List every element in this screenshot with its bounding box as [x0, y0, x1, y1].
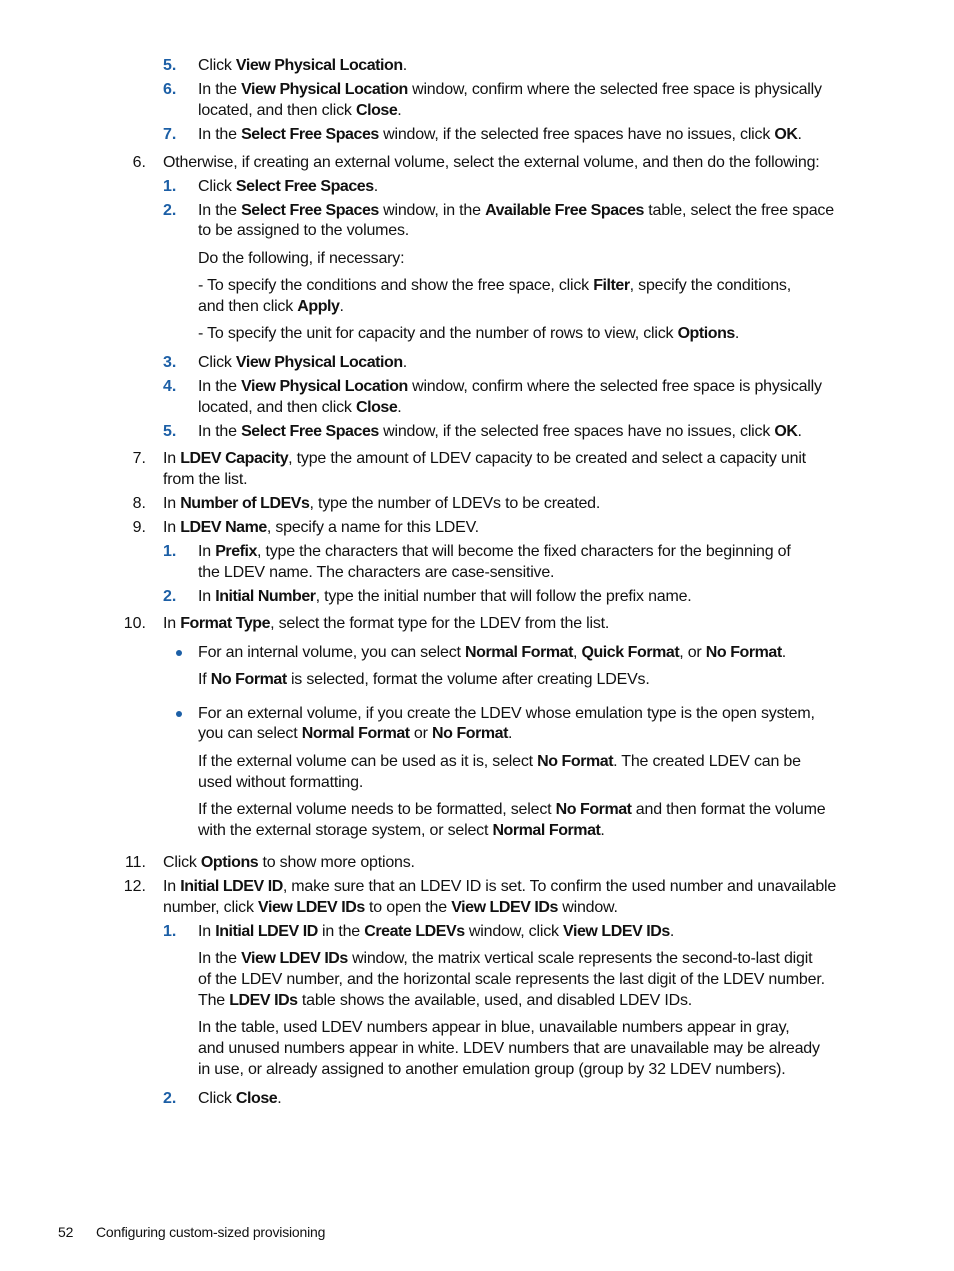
text-run: For an external volume, if you create the LDEV whose emulation type is the open system, [198, 705, 815, 722]
text-run: In the [198, 126, 242, 143]
text-run: of the LDEV number, and the horizontal scale represents the last digit of the LDEV number. [198, 971, 825, 988]
ui-term: View Physical Location [241, 378, 408, 395]
text-run: In the [198, 423, 242, 440]
text-run: window, in the [378, 202, 486, 219]
paragraph-line [198, 772, 363, 793]
text-run: In [198, 543, 216, 560]
ui-term: Number of LDEVs [180, 495, 310, 512]
substep-number: 2. [163, 202, 177, 219]
paragraph-line [198, 562, 554, 583]
text-run: , [572, 644, 582, 661]
text-run: and then click [198, 298, 298, 315]
step-text [198, 176, 378, 197]
text-run: . The created LDEV can be [613, 753, 801, 770]
text-run: In [198, 923, 216, 940]
text-run: window. [557, 899, 618, 916]
text-run: . [600, 822, 605, 839]
step-text [198, 124, 802, 145]
substep-number: 5. [163, 57, 177, 74]
text-run: the LDEV name. The characters are case-sensitive. [198, 564, 555, 581]
paragraph-line [198, 820, 605, 841]
text-run: - To specify the conditions and show the free space, click [198, 277, 594, 294]
bullet-icon [176, 650, 182, 656]
step-text [198, 352, 407, 373]
substep-number: 4. [163, 378, 177, 395]
text-run: For an internal volume, you can select [198, 644, 466, 661]
substep-number: 7. [163, 126, 177, 143]
substep-number: 3. [163, 354, 177, 371]
text-run: If the external volume can be used as it is, select [198, 753, 538, 770]
text-run: Click [198, 57, 236, 74]
text-run: . [339, 298, 344, 315]
text-run: window, confirm where the selected free space is physically [407, 378, 822, 395]
ui-term: Select Free Spaces [241, 202, 379, 219]
paragraph-line [198, 1038, 820, 1059]
text-run: In [163, 519, 181, 536]
step-text [163, 448, 806, 469]
step-text [198, 376, 822, 397]
step-text [198, 586, 692, 607]
ui-term: Quick Format [581, 644, 680, 661]
paragraph-line [163, 897, 618, 918]
ui-term: Create LDEVs [364, 923, 465, 940]
ui-term: No Format [555, 801, 632, 818]
text-run: - To specify the unit for capacity and the number of rows to view, click [198, 325, 678, 342]
step-text [198, 1088, 282, 1109]
ui-term: Initial LDEV ID [215, 923, 318, 940]
text-run: window, click [464, 923, 564, 940]
ui-term: No Format [210, 671, 287, 688]
text-run: If [198, 671, 211, 688]
paragraph-line [198, 669, 650, 690]
text-run: used without formatting. [198, 774, 364, 791]
ui-term: View Physical Location [241, 81, 408, 98]
step-text [163, 876, 836, 897]
text-run: Click [163, 854, 201, 871]
step-text [163, 517, 479, 538]
paragraph-line [198, 751, 801, 772]
text-run: located, and then click [198, 399, 356, 416]
text-run: is selected, format the volume after creating LDEVs. [286, 671, 650, 688]
text-run: window, if the selected free spaces have no issues, click [378, 423, 775, 440]
substep-number: 2. [163, 588, 177, 605]
ui-term: LDEV Name [180, 519, 267, 536]
step-number: 9. [132, 519, 146, 536]
step-number: 8. [132, 495, 146, 512]
ui-term: No Format [537, 753, 614, 770]
text-run: In the [198, 202, 242, 219]
paragraph-line [198, 948, 812, 969]
text-run: . [402, 354, 407, 371]
ui-term: LDEV Capacity [180, 450, 289, 467]
paragraph-line [198, 1059, 786, 1080]
step-text [163, 613, 609, 634]
text-run: in the [317, 923, 365, 940]
text-run: number, click [163, 899, 259, 916]
text-run: In [163, 878, 181, 895]
ui-term: View Physical Location [235, 57, 403, 74]
ui-term: Initial LDEV ID [180, 878, 283, 895]
text-run: , type the number of LDEVs to be created. [309, 495, 601, 512]
paragraph-line [198, 100, 402, 121]
step-number: 6. [132, 154, 146, 171]
ui-term: Options [677, 325, 735, 342]
step-text [198, 921, 674, 942]
ui-term: Options [200, 854, 259, 871]
ui-term: Format Type [180, 615, 271, 632]
ui-term: LDEV IDs [229, 992, 298, 1009]
ui-term: No Format [432, 725, 508, 742]
text-run: , type the amount of LDEV capacity to be created and select a capacity unit [288, 450, 806, 467]
text-run: Click [198, 354, 236, 371]
ui-term: Available Free Spaces [485, 202, 645, 219]
step-text [198, 421, 802, 442]
ui-term: OK [774, 126, 798, 143]
paragraph-line [198, 799, 825, 820]
ui-term: Select Free Spaces [235, 178, 374, 195]
text-run: , make sure that an LDEV ID is set. To confirm the used number and unavailable [282, 878, 837, 895]
text-run: to be assigned to the volumes. [198, 222, 410, 239]
paragraph-line [198, 323, 739, 344]
ui-term: Apply [297, 298, 340, 315]
step-number: 11. [124, 854, 146, 871]
text-run: In [163, 450, 181, 467]
step-text [163, 852, 415, 873]
text-run: . [734, 325, 740, 342]
paragraph-line [198, 990, 692, 1011]
substep-number: 1. [163, 543, 177, 560]
step-number: 12. [123, 878, 146, 895]
step-number: 7. [132, 450, 146, 467]
text-run: to show more options. [258, 854, 415, 871]
text-run: In the [198, 950, 242, 967]
ui-term: OK [774, 423, 798, 440]
ui-term: Close [355, 102, 398, 119]
step-text [163, 493, 600, 514]
substep-number: 6. [163, 81, 177, 98]
text-run: or [409, 725, 433, 742]
text-run: . [397, 102, 402, 119]
text-run: Otherwise, if creating an external volume, select the external volume, and then do the following: [163, 154, 820, 171]
text-run: , type the initial number that will follow the prefix name. [315, 588, 692, 605]
text-run: In the [198, 81, 242, 98]
text-run: Do the following, if necessary: [198, 250, 405, 267]
ui-term: Select Free Spaces [241, 126, 379, 143]
text-run: located, and then click [198, 102, 356, 119]
substep-number: 2. [163, 1090, 177, 1107]
text-run: In [163, 615, 181, 632]
text-run: , or [679, 644, 706, 661]
step-text [198, 79, 822, 100]
text-run: . [797, 126, 802, 143]
text-run: . [797, 423, 802, 440]
substep-number: 1. [163, 178, 177, 195]
paragraph-line [198, 969, 825, 990]
text-run: and unused numbers appear in white. LDEV numbers that are unavailable may be already [198, 1040, 820, 1057]
ui-term: Initial Number [215, 588, 316, 605]
step-text [198, 642, 786, 663]
step-text [198, 541, 791, 562]
text-run: . [669, 923, 675, 940]
paragraph-line [198, 275, 791, 296]
substep-number: 1. [163, 923, 177, 940]
text-run: In [163, 495, 181, 512]
ui-term: Normal Format [301, 725, 410, 742]
step-text [198, 703, 815, 724]
text-run: in use, or already assigned to another emulation group (group by 32 LDEV numbers). [198, 1061, 786, 1078]
text-run: , select the format type for the LDEV from the list. [270, 615, 610, 632]
text-run: . [507, 725, 513, 742]
substep-number: 5. [163, 423, 177, 440]
ui-term: No Format [705, 644, 782, 661]
text-run: to open the [364, 899, 452, 916]
ui-term: Normal Format [492, 822, 601, 839]
paragraph-line [198, 248, 404, 269]
text-run: window, confirm where the selected free space is physically [407, 81, 822, 98]
footer-page-number: 52 [58, 1224, 74, 1240]
text-run: window, the matrix vertical scale represents the second-to-last digit [347, 950, 813, 967]
text-run: . [402, 57, 407, 74]
text-run: from the list. [163, 471, 248, 488]
footer-section-title: Configuring custom-sized provisioning [96, 1224, 326, 1240]
text-run: In [198, 588, 216, 605]
step-text [198, 55, 407, 76]
ui-term: Normal Format [465, 644, 573, 661]
paragraph-line [198, 397, 402, 418]
ui-term: View LDEV IDs [258, 899, 365, 916]
paragraph-line [198, 296, 344, 317]
text-run: , specify the conditions, [629, 277, 791, 294]
text-run: The [198, 992, 230, 1009]
text-run: In the [198, 378, 242, 395]
ui-term: Close [355, 399, 398, 416]
text-run: table, select the free space [644, 202, 834, 219]
text-run: , type the characters that will become the fixed characters for the beginning of [256, 543, 791, 560]
text-run: you can select [198, 725, 302, 742]
text-run: . [373, 178, 378, 195]
step-text [198, 200, 834, 221]
ui-term: View LDEV IDs [241, 950, 348, 967]
text-run: Click [198, 1090, 236, 1107]
paragraph-line [198, 220, 409, 241]
ui-term: View LDEV IDs [563, 923, 670, 940]
text-run: with the external storage system, or select [198, 822, 493, 839]
text-run: window, if the selected free spaces have no issues, click [378, 126, 775, 143]
text-run: . [277, 1090, 282, 1107]
text-run: table shows the available, used, and disabled LDEV IDs. [297, 992, 693, 1009]
text-run: , specify a name for this LDEV. [266, 519, 479, 536]
paragraph-line [198, 1017, 790, 1038]
text-run: If the external volume needs to be formatted, select [198, 801, 556, 818]
step-number: 10. [123, 615, 146, 632]
ui-term: Filter [593, 277, 630, 294]
paragraph-line [163, 469, 247, 490]
ui-term: View LDEV IDs [451, 899, 558, 916]
ui-term: Close [235, 1090, 278, 1107]
paragraph-line [198, 723, 512, 744]
step-text [163, 152, 820, 173]
text-run: In the table, used LDEV numbers appear in blue, unavailable numbers appear in gray, [198, 1019, 790, 1036]
text-run: Click [198, 178, 236, 195]
text-run: . [781, 644, 786, 661]
ui-term: Select Free Spaces [241, 423, 379, 440]
text-run: and then format the volume [631, 801, 826, 818]
text-run: . [397, 399, 402, 416]
ui-term: View Physical Location [235, 354, 403, 371]
bullet-icon [176, 711, 182, 717]
ui-term: Prefix [215, 543, 257, 560]
